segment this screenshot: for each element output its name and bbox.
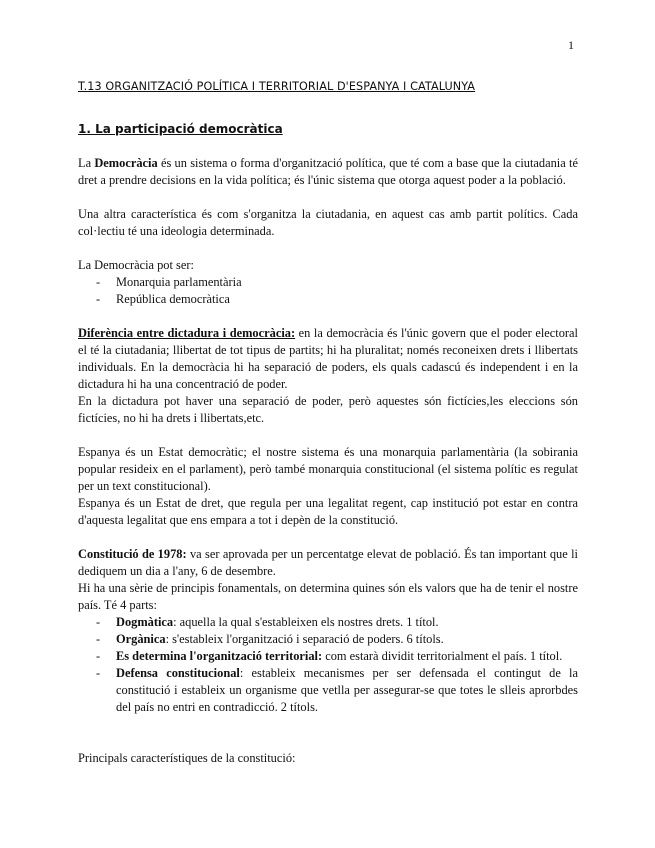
intro-rest: és un sistema o forma d'organització política, que té com a base que la ciutadania té dret a prendre decisions en la vida política; és l'únic sistema que otorga aquest poder a la població. (78, 156, 578, 187)
part-description: com estarà dividit territorialment el país. 1 títol. (322, 649, 563, 663)
constitution-parts-list (78, 614, 578, 716)
constitution-paragraph (78, 546, 578, 580)
part-description: : estableix mecanismes per ser defensada el contingut de la constitució i estableix un organisme que vetlla per assegurar-se que totes le slleis aprorbdes del país no entri en contradicció. 2 títols. (116, 666, 578, 714)
difference-heading: Diferència entre dictadura i democràcia: (78, 326, 296, 340)
list-item (78, 648, 578, 665)
part-name: Es determina l'organització territorial: (116, 649, 323, 663)
organization-paragraph: Una altra característica és com s'organitza la ciutadania, en aquest cas amb partit polítics. Cada col·lectiu té una ideologia determinada. (78, 207, 578, 238)
constitution-heading: Constitució de 1978: (78, 547, 187, 561)
characteristics-intro: Principals característiques de la constitució: (78, 751, 296, 765)
part-name: Dogmàtica (116, 615, 174, 629)
democracy-term: Democràcia (94, 156, 158, 170)
difference-paragraph (78, 325, 578, 393)
document-title: T.13 ORGANITZACIÓ POLÍTICA I TERRITORIAL D'ESPANYA I CATALUNYA (78, 80, 476, 93)
list-item (78, 631, 578, 648)
part-description: : s'estableix l'organització i separació de poders. 6 títols. (165, 632, 444, 646)
list-item: - Monarquia parlamentària (78, 274, 578, 291)
constitution-text: va ser aprovada per un percentatge elevat de població. És tan important que li dediquem un dia a l'any, 6 de desembre. (78, 547, 578, 578)
dictatorship-paragraph: En la dictadura pot haver una separació de poder, però aquestes són fictícies,les eleccions són fictícies, no hi ha drets i llibertats,etc. (78, 394, 578, 425)
page-number: 1 (568, 38, 574, 52)
list-item (78, 665, 578, 716)
spain-democratic-paragraph: Espanya és un Estat democràtic; el nostre sistema és una monarquia parlamentària (la sobirania popular resideix en el parlament), però també monarquia constitucional (el sistema polític es regulat per un text constitucional). (78, 445, 578, 493)
intro-pre: La (78, 156, 95, 170)
types-intro: La Democràcia pot ser: (78, 258, 194, 272)
section-heading: 1. La participació democràtica (78, 122, 283, 136)
difference-text: en la democràcia és l'únic govern que el poder electoral el té la ciutadania; llibertat de tot tipus de partits; hi ha pluralitat; només reconeixen drets i llibertats individuals. En la democràcia hi ha separació de poders, els quals cadascú és independent i en la dictadura hi ha una concentració de poder. (78, 326, 578, 391)
list-item (78, 614, 578, 631)
list-item: - República democràtica (78, 291, 578, 308)
part-name: Defensa constitucional (116, 666, 240, 680)
part-description: : aquella la qual s'estableixen els nostres drets. 1 títol. (173, 615, 439, 629)
intro-paragraph (78, 155, 578, 189)
part-name: Orgànica (116, 632, 166, 646)
democracy-types-list (78, 274, 578, 308)
spain-rule-of-law-paragraph: Espanya és un Estat de dret, que regula per una legalitat regent, cap institució pot estar en contra d'aquesta legalitat que ens empara a tot i depèn de la constitució. (78, 496, 578, 527)
principles-paragraph: Hi ha una sèrie de principis fonamentals, on determina quines són els valors que ha de tenir el nostre país. Té 4 parts: (78, 581, 578, 612)
